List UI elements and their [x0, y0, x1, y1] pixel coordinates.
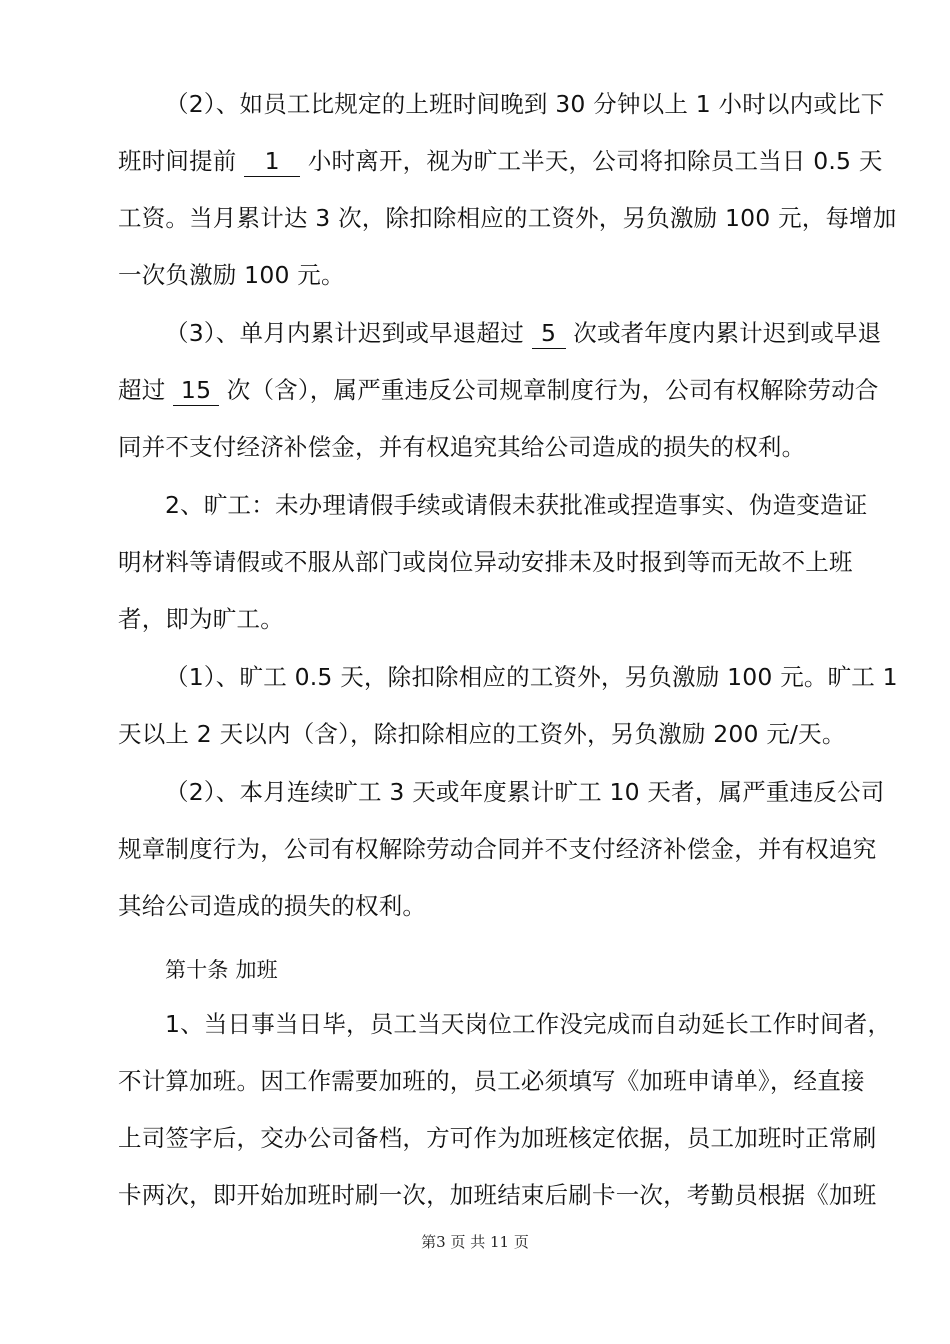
- paragraph-line: （1）、旷工 0.5 天，除扣除相应的工资外，另负激励 100 元。旷工 1: [165, 663, 898, 691]
- text-segment: （3）、单月内累计迟到或早退超过: [165, 319, 524, 347]
- text-segment: 次（含），属严重违反公司规章制度行为，公司有权解除劳动合: [226, 376, 879, 404]
- fill-in-blank: 1: [244, 146, 300, 177]
- text-segment: 超过: [118, 376, 166, 404]
- paragraph-line: 者，即为旷工。: [118, 605, 284, 633]
- section-heading: 第十条 加班: [165, 958, 278, 982]
- text-segment: 次或者年度内累计迟到或早退: [573, 319, 882, 347]
- paragraph-line: 一次负激励 100 元。: [118, 261, 345, 289]
- paragraph-line: （2）、如员工比规定的上班时间晚到 30 分钟以上 1 小时以内或比下: [165, 90, 885, 118]
- fill-in-blank: 5: [532, 318, 566, 349]
- paragraph-line: （2）、本月连续旷工 3 天或年度累计旷工 10 天者，属严重违反公司: [165, 778, 885, 806]
- paragraph-line: 上司签字后，交办公司备档，方可作为加班核定依据，员工加班时正常刷: [118, 1124, 877, 1152]
- paragraph-line: 不计算加班。因工作需要加班的，员工必须填写《加班申请单》，经直接: [118, 1067, 865, 1095]
- paragraph-line: 天以上 2 天以内（含），除扣除相应的工资外，另负激励 200 元/天。: [118, 720, 846, 748]
- paragraph-line: [118, 374, 879, 406]
- page-number-footer: 第3 页 共 11 页: [421, 1233, 529, 1251]
- paragraph-line: 明材料等请假或不服从部门或岗位异动安排未及时报到等而无故不上班: [118, 548, 853, 576]
- paragraph-line: 规章制度行为，公司有权解除劳动合同并不支付经济补偿金，并有权追究: [118, 835, 877, 863]
- paragraph-line: 卡两次，即开始加班时刷一次，加班结束后刷卡一次，考勤员根据《加班: [118, 1181, 877, 1209]
- paragraph-line: 1、当日事当日毕，员工当天岗位工作没完成而自动延长工作时间者，: [165, 1010, 892, 1038]
- fill-in-blank: 15: [173, 375, 219, 406]
- paragraph-line: 同并不支付经济补偿金，并有权追究其给公司造成的损失的权利。: [118, 433, 806, 461]
- paragraph-line: [165, 317, 882, 349]
- paragraph-line: 工资。当月累计达 3 次，除扣除相应的工资外，另负激励 100 元，每增加: [118, 204, 897, 232]
- paragraph-line: [118, 145, 883, 177]
- paragraph-line: 其给公司造成的损失的权利。: [118, 892, 427, 920]
- text-segment: 小时离开，视为旷工半天，公司将扣除员工当日 0.5 天: [307, 147, 883, 175]
- paragraph-line: 2、旷工：未办理请假手续或请假未获批准或捏造事实、伪造变造证: [165, 491, 868, 519]
- text-segment: 班时间提前: [118, 147, 237, 175]
